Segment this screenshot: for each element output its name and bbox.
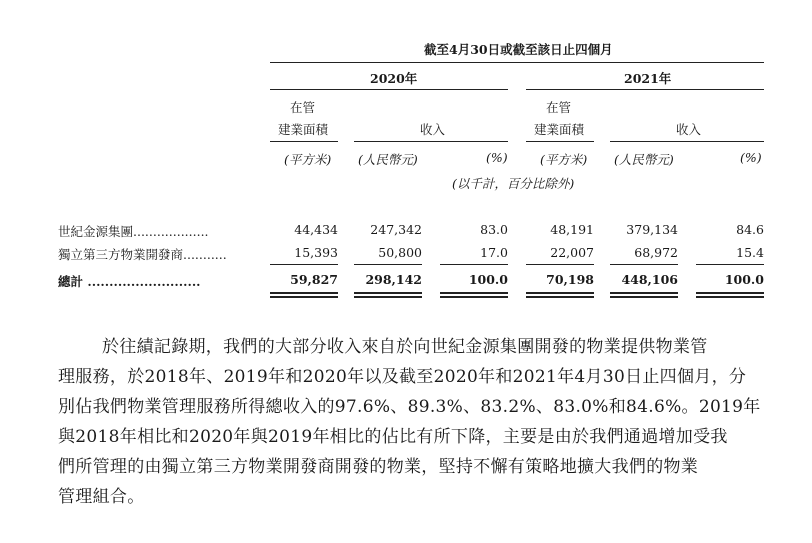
- cell-pct-2020: 17.0: [480, 245, 508, 260]
- revenue-header-2021: 收入: [676, 122, 702, 137]
- revenue-header-2021-rule: [610, 141, 764, 142]
- row-label-century-golden-resources: [58, 222, 209, 240]
- paragraph-line: 理服務，於2018年、2019年和2020年以及截至2020年和2021年4月30日止四個月，分: [58, 367, 747, 387]
- cell-rmb-2020: 50,800: [378, 245, 422, 260]
- paragraph-line: 於往績記錄期，我們的大部分收入來自於向世紀金源集團開發的物業提供物業管: [102, 337, 708, 357]
- body-paragraph: [58, 332, 770, 512]
- unit-area-2021: (平方米): [540, 152, 588, 167]
- area-header-2021-line2: 建業面積: [534, 122, 585, 137]
- total-area-2021: 70,198: [546, 272, 594, 287]
- paragraph-line: 別佔我們物業管理服務所得總收入的97.6%、89.3%、83.2%、83.0%和84.6%。2019年: [58, 397, 761, 417]
- unit-rmb-2020: (人民幣元): [358, 152, 418, 167]
- cell-rmb-2021: 68,972: [634, 245, 678, 260]
- unit-pct-2020: (%): [486, 150, 508, 165]
- row-label-total: [58, 272, 201, 290]
- year-2020-header: 2020年: [370, 71, 418, 86]
- cell-area-2021: 22,007: [550, 245, 594, 260]
- total-rmb-2020: 298,142: [365, 272, 422, 287]
- unit-rmb-2021: (人民幣元): [614, 152, 674, 167]
- area-header-2021-rule: [526, 141, 594, 142]
- revenue-header-2020: 收入: [420, 122, 446, 137]
- subtotal-rule: [610, 264, 678, 265]
- row-leader-dots: ..........................: [87, 274, 201, 289]
- total-pct-2020: 100.0: [468, 272, 508, 287]
- cell-area-2020: 15,393: [294, 245, 338, 260]
- year-2021-header: 2021年: [624, 71, 672, 86]
- paragraph-line: 們所管理的由獨立第三方物業開發商開發的物業，堅持不懈有策略地擴大我們的物業: [58, 457, 699, 477]
- area-header-2020-line1: 在管: [290, 100, 316, 115]
- year-2021-rule: [526, 89, 764, 90]
- paragraph-line: 管理組合。: [58, 487, 145, 507]
- total-pct-2021: 100.0: [724, 272, 764, 287]
- period-header: 截至4月30日或截至該日止四個月: [424, 42, 613, 57]
- area-header-2020-line2: 建業面積: [278, 122, 329, 137]
- period-header-rule: [270, 62, 764, 63]
- total-label-text: 總計: [58, 274, 84, 289]
- cell-pct-2020: 83.0: [480, 222, 508, 237]
- cell-pct-2021: 84.6: [736, 222, 764, 237]
- subtotal-rule: [696, 264, 764, 265]
- row-label-text: 獨立第三方物業開發商: [58, 247, 184, 262]
- unit-pct-2021: (%): [740, 150, 762, 165]
- year-2020-rule: [270, 89, 508, 90]
- subtotal-rule: [270, 264, 338, 265]
- paragraph-line: 與2018年相比和2020年與2019年相比的佔比有所下降，主要是由於我們通過增加受我: [58, 427, 728, 447]
- unit-note: (以千計，百分比除外): [452, 176, 575, 191]
- total-area-2020: 59,827: [290, 272, 338, 287]
- subtotal-rule: [526, 264, 594, 265]
- revenue-header-2020-rule: [354, 141, 508, 142]
- cell-rmb-2020: 247,342: [370, 222, 422, 237]
- area-header-2021-line1: 在管: [546, 100, 572, 115]
- area-header-2020-rule: [270, 141, 338, 142]
- row-label-independent-developers: [58, 245, 227, 263]
- subtotal-rule: [440, 264, 508, 265]
- total-rmb-2021: 448,106: [621, 272, 678, 287]
- unit-area-2020: (平方米): [284, 152, 332, 167]
- row-leader-dots: ...................: [133, 224, 209, 239]
- row-leader-dots: ...........: [183, 247, 227, 262]
- cell-area-2020: 44,434: [294, 222, 338, 237]
- row-label-text: 世紀金源集團: [58, 224, 134, 239]
- cell-area-2021: 48,191: [550, 222, 594, 237]
- cell-rmb-2021: 379,134: [626, 222, 678, 237]
- cell-pct-2021: 15.4: [736, 245, 764, 260]
- subtotal-rule: [354, 264, 422, 265]
